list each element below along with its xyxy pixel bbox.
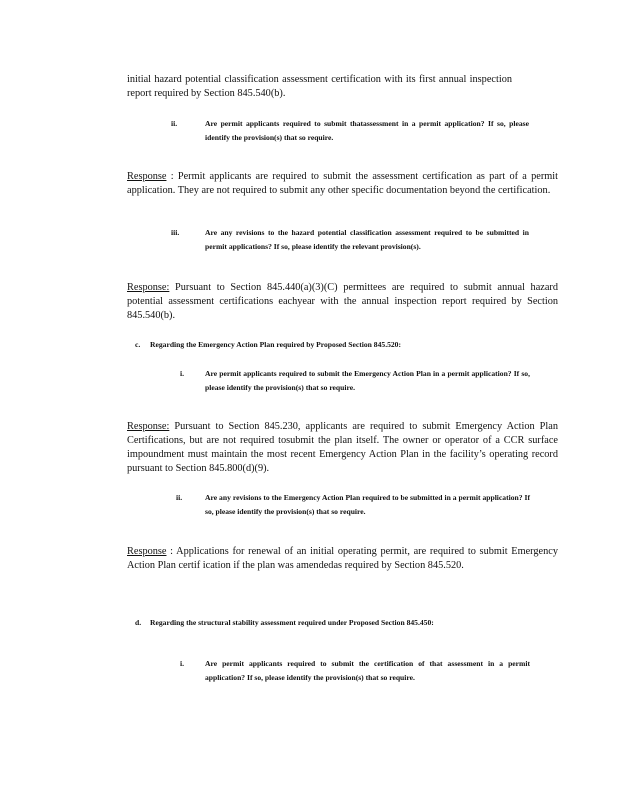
question-text: Are permit applicants required to submit the Emergency Action Plan in a permit application? If so, please identify the provision(s) that so require.: [205, 369, 530, 392]
section-c-heading: [135, 338, 535, 352]
response-text: : Applications for renewal of an initial operating permit, are required to submit Emergency Action Plan certif ication if the plan was amendedas required by Section 845.520.: [127, 546, 558, 571]
question-b-ii: [171, 117, 529, 144]
response-text: : Permit applicants are required to submit the assessment certification as part of a permit application. They are not required to submit any other specific documentation beyond the certification.: [127, 171, 558, 196]
question-text: Are permit applicants required to submit thatassessment in a permit application? If so, please identify the provision(s) that so require.: [205, 119, 529, 142]
response-b-iii: [127, 281, 558, 323]
section-letter: d.: [135, 618, 142, 627]
section-heading-text: Regarding the structural stability assessment required under Proposed Section 845.450:: [150, 618, 434, 627]
question-c-i: [180, 367, 530, 394]
section-heading-text: Regarding the Emergency Action Plan required by Proposed Section 845.520:: [150, 340, 402, 349]
response-c-i: [127, 420, 558, 476]
question-b-iii: [171, 226, 529, 253]
section-letter: c.: [135, 340, 141, 349]
question-number: i.: [180, 659, 185, 668]
response-label: Response: [127, 546, 167, 557]
intro-paragraph: initial hazard potential classification assessment certification with its first annual inspection report required by Section 845.540(b).: [127, 74, 512, 99]
response-text: Pursuant to Section 845.230, applicants are required to submit Emergency Action Plan Certifications, but are not required tosubmit the plan itself. The owner or operator of a CCR surface impoundment must maintain the most recent Emergency Action Plan in the facility’s operating record pursuant to Section 845.800(d)(9).: [127, 421, 558, 474]
response-c-ii: [127, 545, 558, 573]
response-label: Response: [127, 171, 167, 182]
question-number: ii.: [171, 119, 178, 128]
response-label: Response:: [127, 421, 170, 432]
response-label: Response:: [127, 282, 170, 293]
question-text: Are permit applicants required to submit the certification of that assessment in a permit application? If so, please identify the provision(s) that so require.: [205, 659, 530, 682]
response-text: Pursuant to Section 845.440(a)(3)(C) permittees are required to submit annual hazard potential assessment certifications eachyear with the annual inspection report required by Section 845.540(b).: [127, 282, 558, 321]
section-d-heading: [135, 616, 510, 630]
question-d-i: [180, 657, 530, 684]
question-number: i.: [180, 369, 185, 378]
question-text: Are any revisions to the Emergency Action Plan required to be submitted in a permit application? If so, please identify the provision(s) that so require.: [205, 493, 530, 516]
question-text: Are any revisions to the hazard potential classification assessment required to be submitted in permit applications? If so, please identify the relevant provision(s).: [205, 228, 529, 251]
question-number: iii.: [171, 228, 180, 237]
question-number: ii.: [176, 493, 183, 502]
question-c-ii: [176, 491, 530, 518]
response-b-ii: [127, 170, 558, 198]
